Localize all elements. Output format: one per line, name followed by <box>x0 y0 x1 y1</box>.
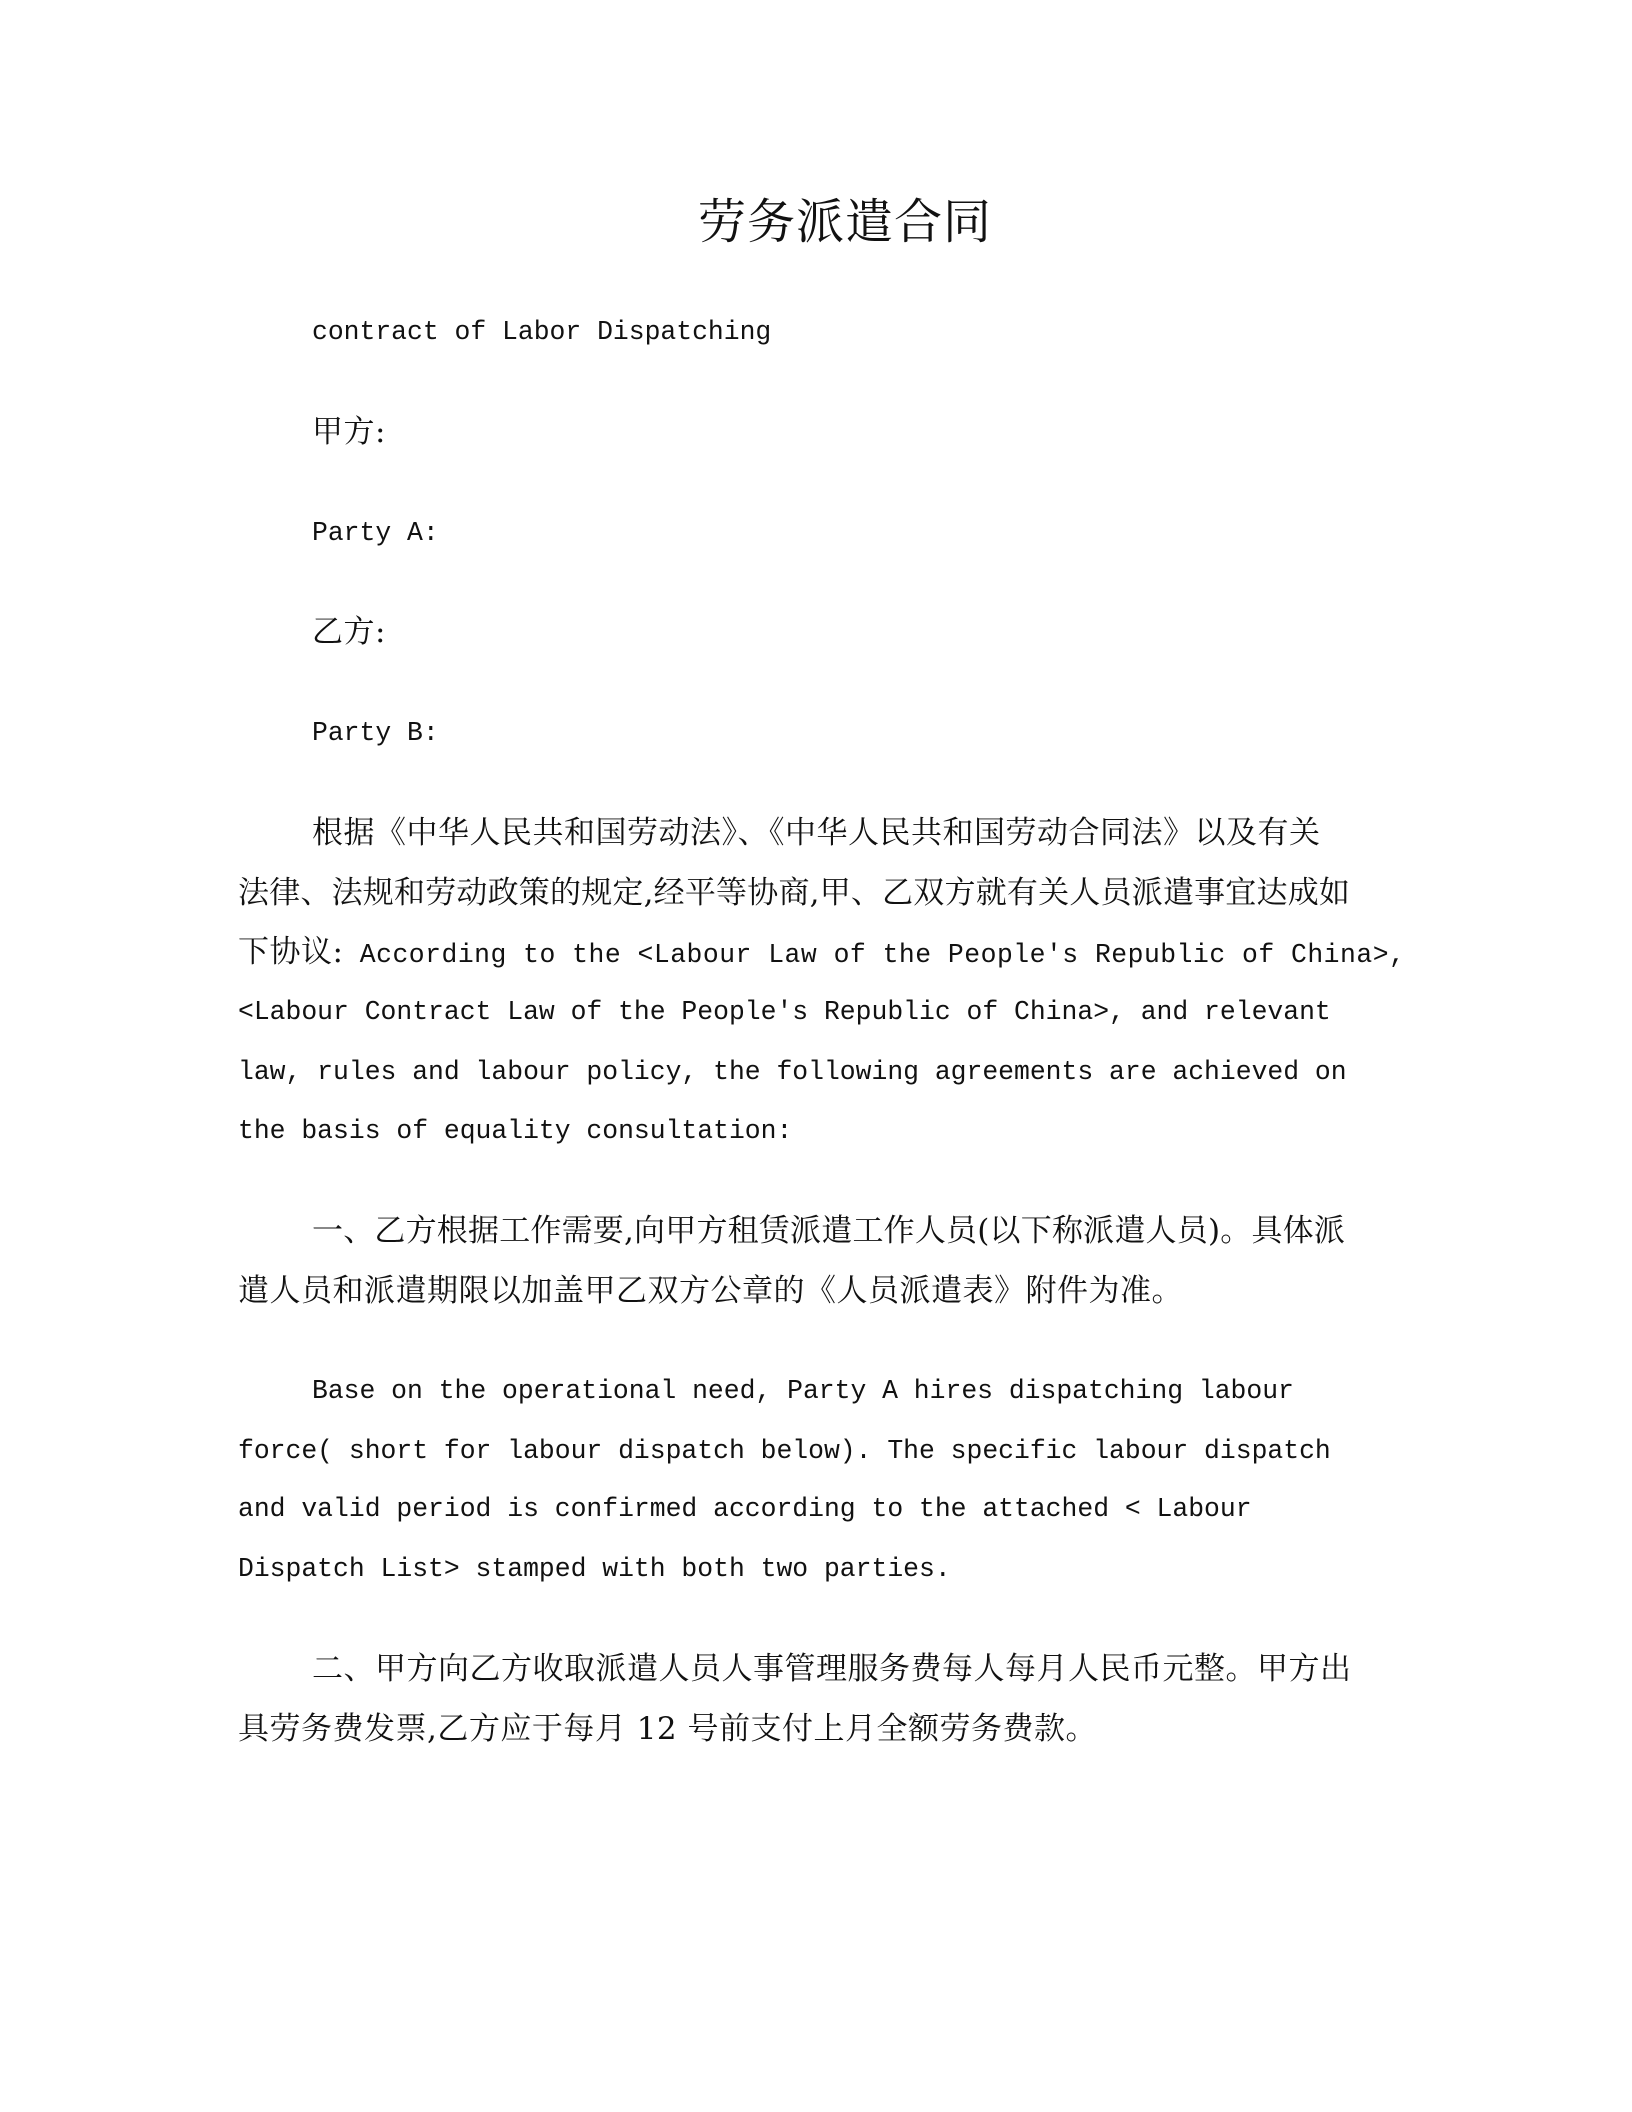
party-a-cn-label: 甲方: <box>312 414 386 450</box>
text-line: and valid period is confirmed according to the attached < Labour <box>238 1494 1252 1524</box>
party-b-en-label: Party B: <box>312 718 439 748</box>
text-line: 具劳务费发票,乙方应于每月 12 号前支付上月全额劳务费款。 <box>238 1711 1098 1747</box>
document-title: 劳务派遣合同 <box>697 194 992 250</box>
party-a-en-label: Party A: <box>312 518 439 548</box>
party-b-cn-label: 乙方: <box>312 614 386 650</box>
text-line: 法律、法规和劳动政策的规定,经平等协商,甲、乙双方就有关人员派遣事宜达成如 <box>238 875 1351 911</box>
text-line: force( short for labour dispatch below). The specific labour dispatch <box>238 1436 1331 1466</box>
text-line: <Labour Contract Law of the People's Republic of China>, and relevant <box>238 997 1331 1027</box>
text-line: the basis of equality consultation: <box>238 1116 793 1146</box>
text-line: 一、乙方根据工作需要,向甲方租赁派遣工作人员(以下称派遣人员)。具体派 <box>312 1213 1346 1249</box>
text-line <box>238 930 1405 974</box>
text-fragment: 下协议: <box>238 934 344 970</box>
text-line: 遣人员和派遣期限以加盖甲乙双方公章的《人员派遣表》附件为准。 <box>238 1273 1183 1309</box>
text-fragment: According to the <Labour Law of the People's Republic of China>, <box>359 940 1406 970</box>
text-line: 二、甲方向乙方收取派遣人员人事管理服务费每人每月人民币元整。甲方出 <box>312 1651 1352 1687</box>
text-line: Dispatch List> stamped with both two parties. <box>238 1554 951 1584</box>
text-line: law, rules and labour policy, the following agreements are achieved on <box>238 1057 1347 1087</box>
subtitle: contract of Labor Dispatching <box>312 317 772 347</box>
text-line: Base on the operational need, Party A hires dispatching labour <box>312 1376 1294 1406</box>
text-line: 根据《中华人民共和国劳动法》、《中华人民共和国劳动合同法》以及有关 <box>312 815 1321 851</box>
